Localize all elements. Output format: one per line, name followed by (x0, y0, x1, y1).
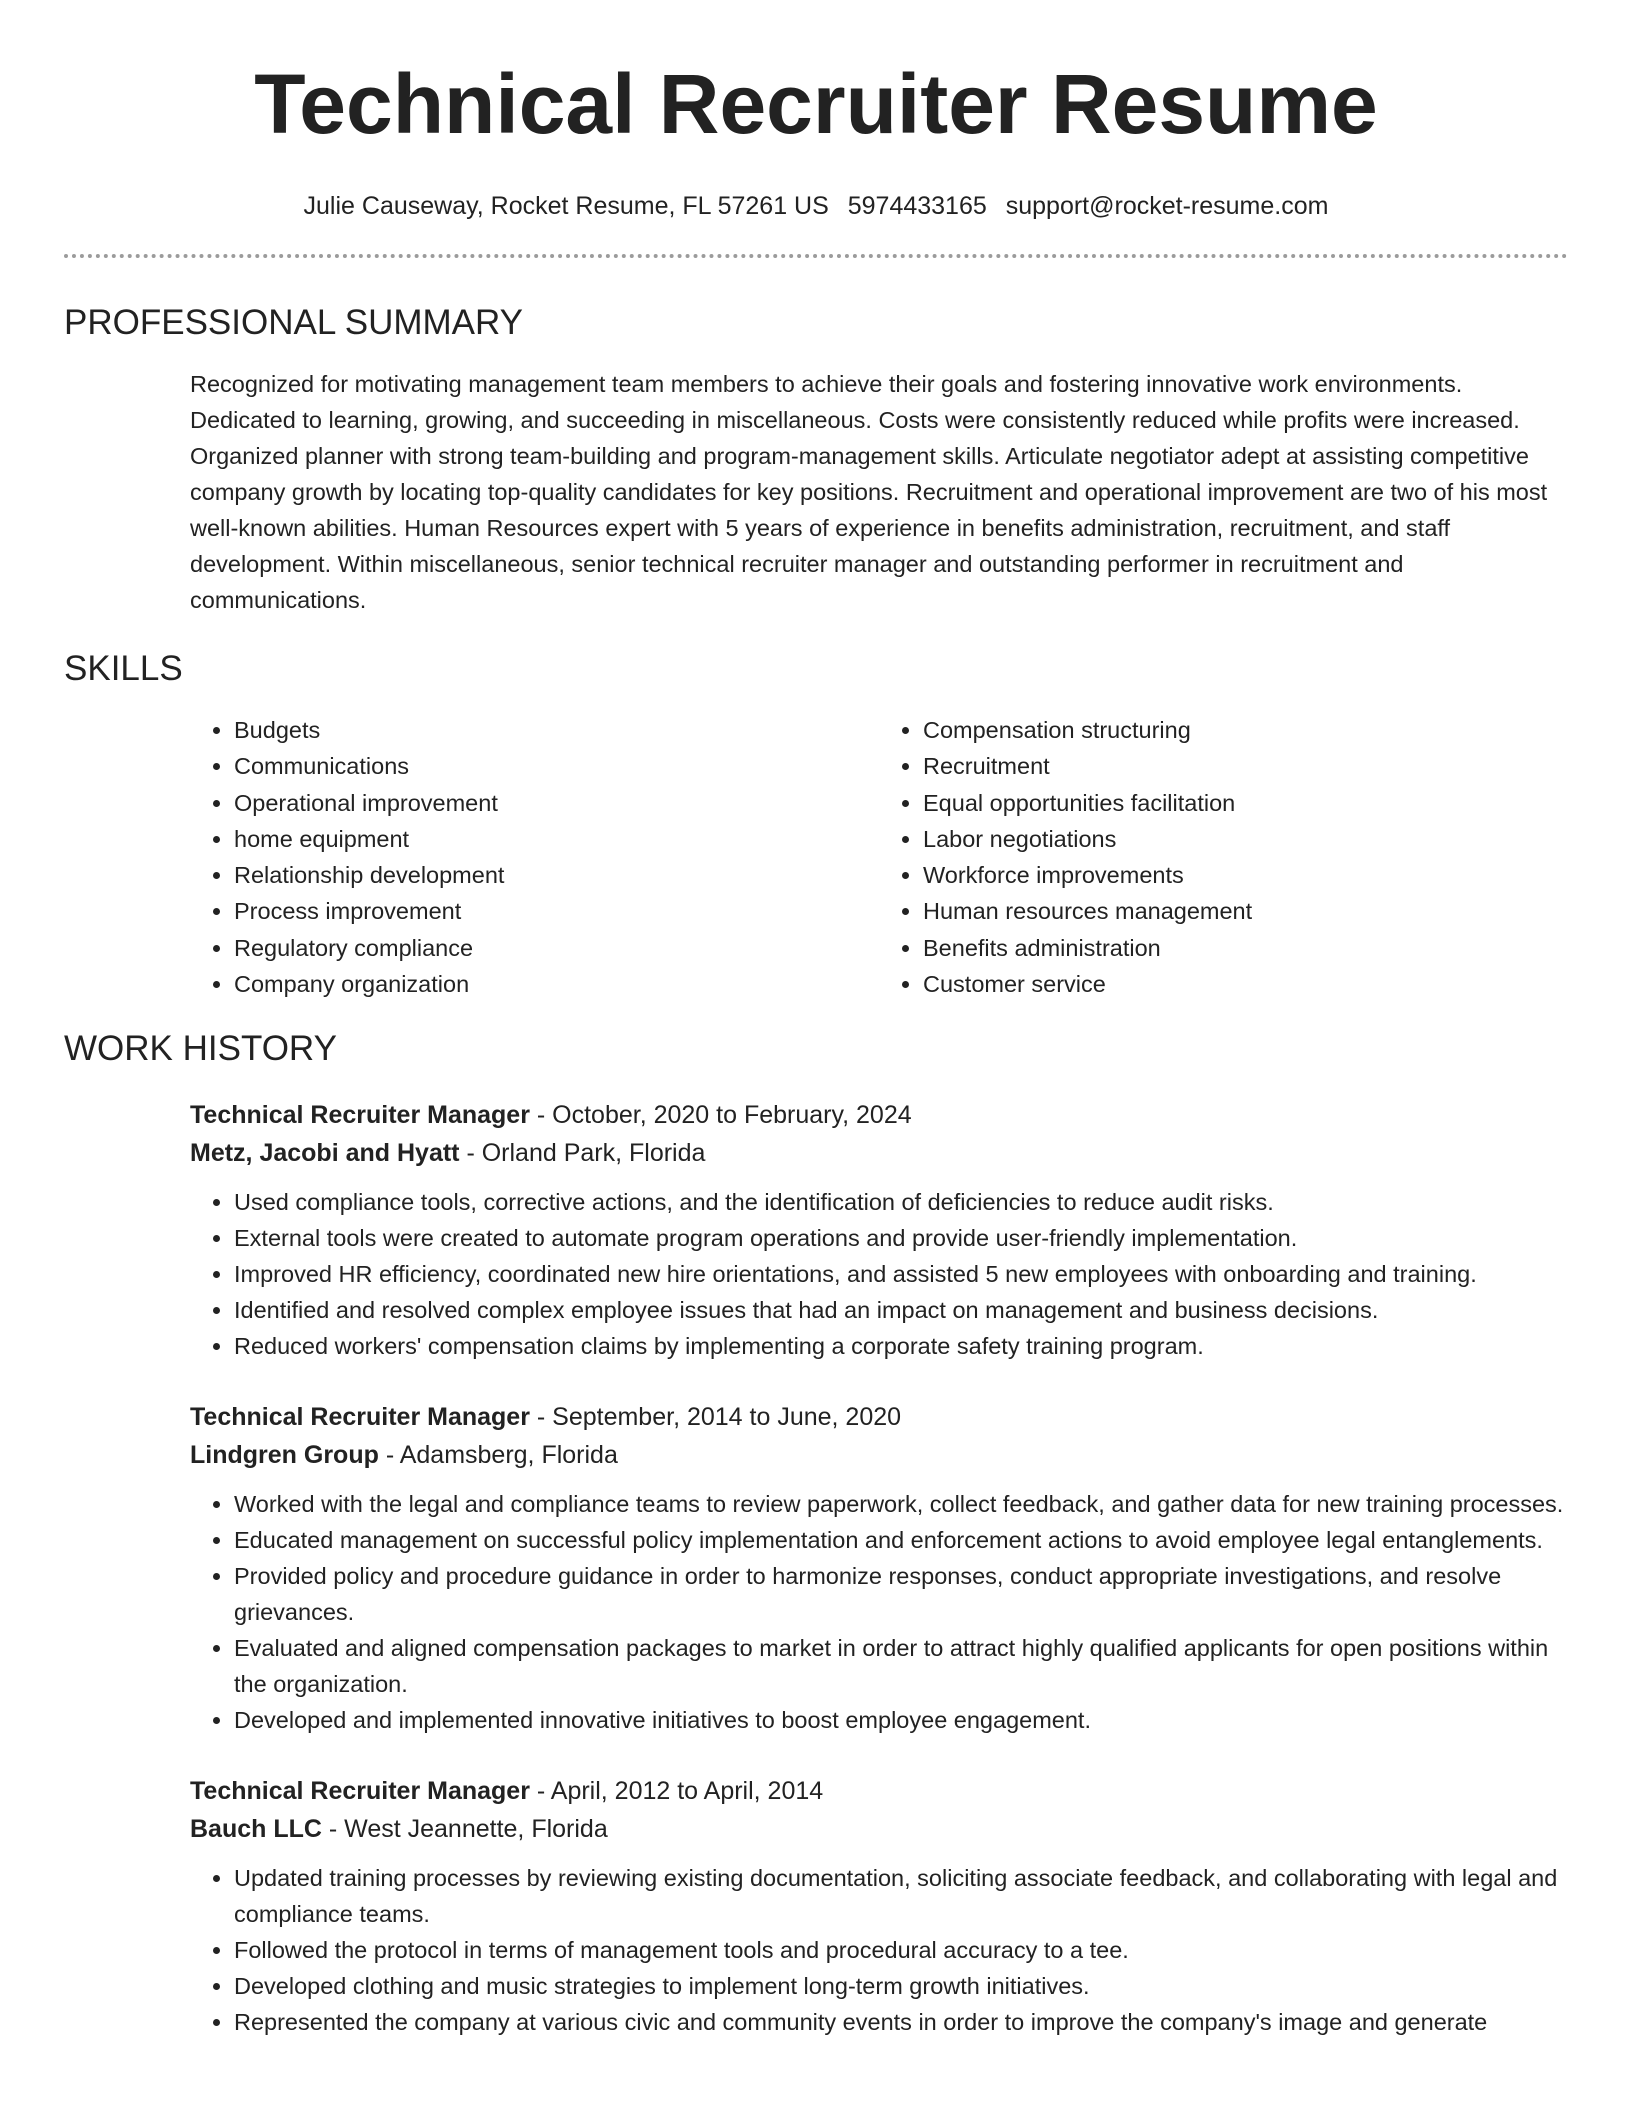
skills-list (190, 712, 1568, 1002)
skill-item: • Relationship development (234, 857, 879, 893)
skill-item: • Workforce improvements (923, 857, 1568, 893)
contact-line (64, 190, 1568, 222)
skill-item: • Benefits administration (923, 930, 1568, 966)
skill-item: • Company organization (234, 966, 879, 1002)
duty-item: • Used compliance tools, corrective actions, and the identification of deficiencies to reduce audit risks. (234, 1184, 1568, 1220)
duty-item: • Identified and resolved complex employee issues that had an impact on management and business decisions. (234, 1292, 1568, 1328)
duty-item: • Followed the protocol in terms of management tools and procedural accuracy to a tee. (234, 1932, 1568, 1968)
duty-item: • Provided policy and procedure guidance in order to harmonize responses, conduct appropriate investigations, and resolve grievances. (234, 1558, 1568, 1630)
skill-item: • home equipment (234, 821, 879, 857)
skill-item: • Human resources management (923, 893, 1568, 929)
duty-item: • Developed and implemented innovative initiatives to boost employee engagement. (234, 1702, 1568, 1738)
job-duties (190, 1184, 1568, 1364)
job-dates: - September, 2014 to June, 2020 (529, 1403, 902, 1432)
job-company: Metz, Jacobi and Hyatt (190, 1139, 460, 1168)
job-entry (190, 1096, 1568, 1364)
summary-text: Recognized for motivating management team members to achieve their goals and fostering innovative work environments. Dedicated to learning, growing, and succeeding in miscellaneous. Costs were consistently reduced while profits were increased. Organized planner with strong team-building and program-management skills. Articulate negotiator adept at assisting competitive company growth by locating top-quality candidates for key positions. Recruitment and operational improvement are two of his most well-known abilities. Human Resources expert with 5 years of experience in benefits administration, recruitment, and staff development. Within miscellaneous, senior technical recruiter manager and outstanding performer in recruitment and communications. (190, 371, 1548, 613)
header-divider (64, 254, 1568, 258)
duty-item: • Educated management on successful policy implementation and enforcement actions to avoid employee legal entanglements. (234, 1522, 1568, 1558)
skill-item: • Recruitment (923, 748, 1568, 784)
duty-item: • External tools were created to automate program operations and provide user-friendly implementation. (234, 1220, 1568, 1256)
work-history-heading: WORK HISTORY (64, 1029, 337, 1069)
job-company-line (190, 1436, 1568, 1474)
job-duties (190, 1486, 1568, 1738)
summary-heading: PROFESSIONAL SUMMARY (64, 303, 523, 342)
duty-item: • Represented the company at various civic and community events in order to improve the company's image and generate (234, 2004, 1568, 2040)
duty-item: • Developed clothing and music strategies to implement long-term growth initiatives. (234, 1968, 1568, 2004)
job-title-line (190, 1772, 1568, 1810)
page-title: Technical Recruiter Resume (254, 57, 1378, 151)
job-title: Technical Recruiter Manager (190, 1777, 530, 1806)
skills-column-left (190, 712, 879, 1002)
skill-item: • Operational improvement (234, 785, 879, 821)
job-title: Technical Recruiter Manager (190, 1101, 530, 1130)
contact-address: Julie Causeway, Rocket Resume, FL 57261 US (303, 192, 829, 220)
duty-item: • Updated training processes by reviewing existing documentation, soliciting associate feedback, and collaborating with legal and compliance teams. (234, 1860, 1568, 1932)
job-title-line (190, 1398, 1568, 1436)
contact-email: support@rocket-resume.com (1005, 192, 1329, 220)
job-dates: - October, 2020 to February, 2024 (529, 1101, 912, 1130)
job-company-line (190, 1134, 1568, 1172)
job-dates: - April, 2012 to April, 2014 (529, 1777, 824, 1806)
duty-item: • Reduced workers' compensation claims by implementing a corporate safety training program. (234, 1328, 1568, 1364)
duty-item: • Evaluated and aligned compensation packages to market in order to attract highly qualified applicants for open positions within the organization. (234, 1630, 1568, 1702)
job-company: Bauch LLC (190, 1815, 322, 1844)
skills-heading: SKILLS (64, 649, 183, 688)
skills-column-right (879, 712, 1568, 1002)
skill-item: • Process improvement (234, 893, 879, 929)
job-title-line (190, 1096, 1568, 1134)
skill-item: • Regulatory compliance (234, 930, 879, 966)
job-entry (190, 1772, 1568, 2040)
job-duties (190, 1860, 1568, 2040)
contact-phone: 5974433165 (847, 192, 987, 220)
skill-item: • Customer service (923, 966, 1568, 1002)
duty-item: • Improved HR efficiency, coordinated new hire orientations, and assisted 5 new employees with onboarding and training. (234, 1256, 1568, 1292)
job-company: Lindgren Group (190, 1441, 379, 1470)
skill-item: • Compensation structuring (923, 712, 1568, 748)
skill-item: • Budgets (234, 712, 879, 748)
duty-item: • Worked with the legal and compliance teams to review paperwork, collect feedback, and gather data for new training processes. (234, 1486, 1568, 1522)
job-location: - Orland Park, Florida (459, 1139, 706, 1168)
job-company-line (190, 1810, 1568, 1848)
job-location: - Adamsberg, Florida (378, 1441, 618, 1470)
resume-page (64, 0, 1568, 2040)
job-title: Technical Recruiter Manager (190, 1403, 530, 1432)
job-entry (190, 1398, 1568, 1738)
skill-item: • Equal opportunities facilitation (923, 785, 1568, 821)
skill-item: • Communications (234, 748, 879, 784)
skill-item: • Labor negotiations (923, 821, 1568, 857)
job-location: - West Jeannette, Florida (321, 1815, 608, 1844)
